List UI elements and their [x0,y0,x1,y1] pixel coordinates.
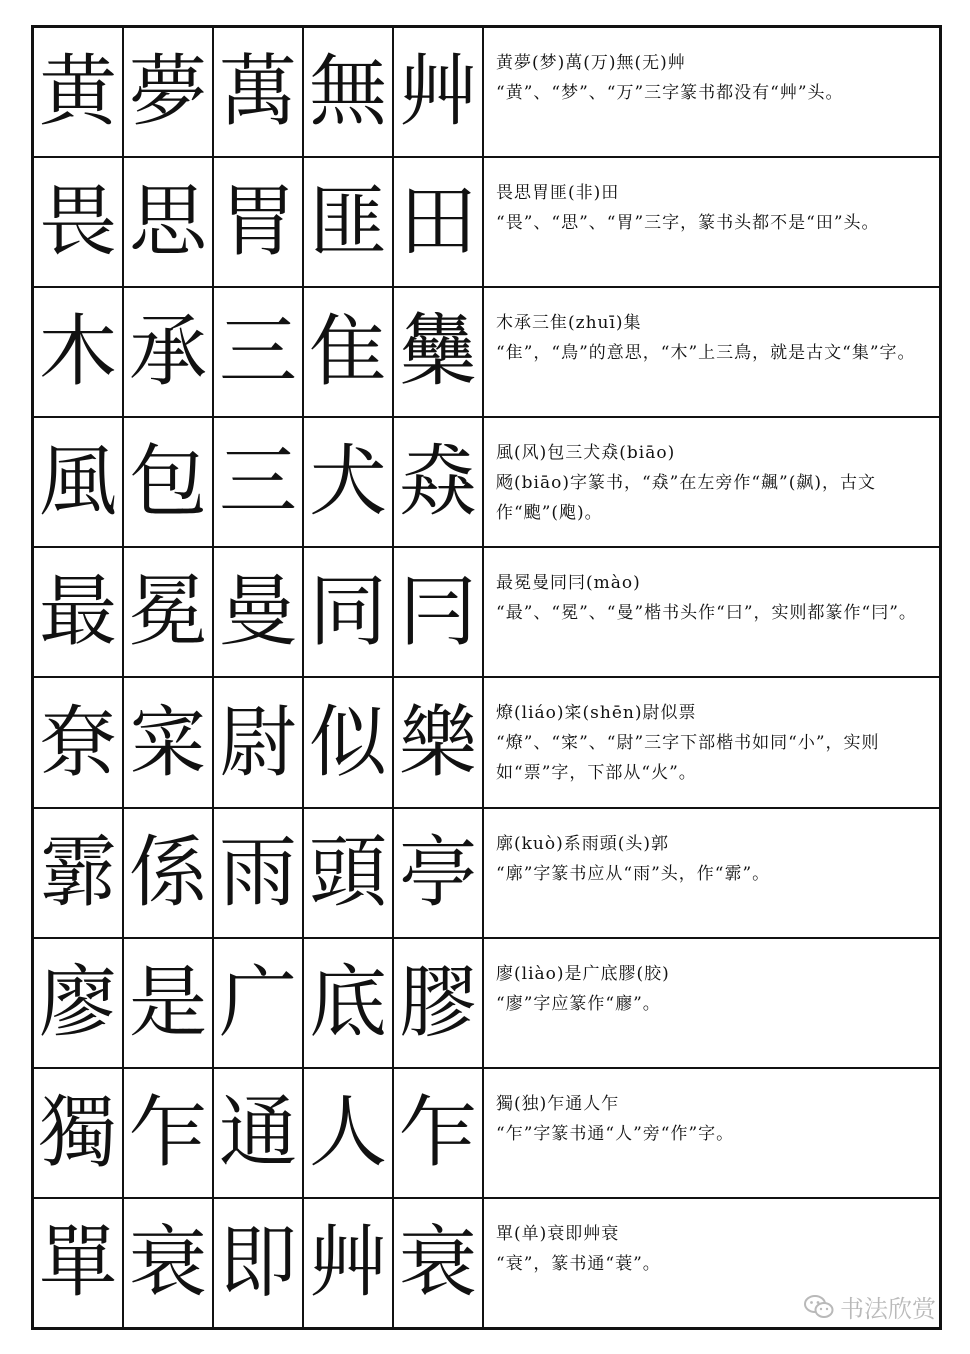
seal-glyph: 底 [304,939,394,1067]
seal-glyph: 田 [394,158,484,286]
seal-glyph: 似 [304,678,394,806]
seal-glyph: 三 [214,288,304,416]
seal-glyph: 即 [214,1199,304,1327]
seal-glyph: 冃 [394,548,484,676]
seal-script-table [31,25,942,1330]
seal-glyph: 犬 [304,418,394,546]
seal-glyph: 是 [124,939,214,1067]
seal-glyph: 最 [34,548,124,676]
row-title: 廓(kuò)系雨頭(头)郭 [496,833,670,854]
row-title: 木承三隹(zhuī)集 [496,313,642,334]
watermark [804,1289,936,1324]
seal-glyph: 同 [304,548,394,676]
table-row [34,288,939,418]
row-title: 廖(liào)是广底膠(胶) [496,963,670,984]
seal-glyph: 亭 [394,809,484,937]
seal-glyph: 衰 [394,1199,484,1327]
row-note [484,939,939,1067]
seal-glyph: 黄 [34,28,124,156]
row-note [484,28,939,156]
seal-glyph: 胃 [214,158,304,286]
seal-glyph: 曼 [214,548,304,676]
seal-glyph: 艸 [304,1199,394,1327]
table-row [34,678,939,808]
seal-glyph: 猋 [394,418,484,546]
seal-glyph: 冕 [124,548,214,676]
row-note [484,418,939,546]
seal-glyph: 畏 [34,158,124,286]
table-row [34,1069,939,1199]
seal-glyph: 係 [124,809,214,937]
seal-glyph: 木 [34,288,124,416]
row-title: 最冕曼同冃(mào) [496,573,641,594]
seal-glyph: 樂 [394,678,484,806]
row-explanation: “廓”字篆书应从“雨”头，作“霩”。 [496,863,771,884]
table-row [34,28,939,158]
row-explanation: “乍”字篆书通“人”旁“作”字。 [496,1123,735,1144]
row-note [484,158,939,286]
row-explanation: “最”、“冕”、“曼”楷书头作“曰”，实则都篆作“冃”。 [496,603,917,624]
row-note [484,809,939,937]
row-explanation: “燎”、“寀”、“尉”三字下部楷书如同“小”，实则如“票”字，下部从“火”。 [496,733,880,784]
seal-glyph: 隹 [304,288,394,416]
row-explanation: “隹”，“鳥”的意思，“木”上三鳥，就是古文“集”字。 [496,343,916,364]
row-title: 燎(liáo)寀(shēn)尉似票 [496,703,697,724]
seal-glyph: 雧 [394,288,484,416]
seal-glyph: 廖 [34,939,124,1067]
seal-glyph: 寀 [124,678,214,806]
table-row [34,939,939,1069]
seal-glyph: 三 [214,418,304,546]
seal-glyph: 夢 [124,28,214,156]
row-title: 單(单)衰即艸衰 [496,1223,620,1244]
row-explanation: “黄”、“梦”、“万”三字篆书都没有“艸”头。 [496,83,844,103]
table-row [34,418,939,548]
seal-glyph: 乍 [124,1069,214,1197]
row-explanation: 飏(biāo)字篆书，“猋”在左旁作“飆”(飙)，古文作“颮”(飑)。 [496,473,876,524]
seal-glyph: 無 [304,28,394,156]
seal-glyph: 萬 [214,28,304,156]
seal-glyph: 广 [214,939,304,1067]
row-title: 風(风)包三犬猋(biāo) [496,443,676,464]
seal-glyph: 風 [34,418,124,546]
table-row [34,548,939,678]
seal-glyph: 艸 [394,28,484,156]
row-note [484,548,939,676]
seal-glyph: 思 [124,158,214,286]
seal-glyph: 承 [124,288,214,416]
seal-glyph: 尞 [34,678,124,806]
row-explanation: “廖”字应篆作“廫”。 [496,993,661,1014]
row-note [484,288,939,416]
seal-glyph: 雨 [214,809,304,937]
seal-glyph: 單 [34,1199,124,1327]
seal-glyph: 通 [214,1069,304,1197]
row-note [484,678,939,806]
row-title: 獨(独)乍通人乍 [496,1093,620,1114]
watermark-text: 书法欣赏 [840,1295,936,1323]
seal-glyph: 人 [304,1069,394,1197]
row-explanation: “衰”，篆书通“蓑”。 [496,1253,661,1274]
row-title: 畏思胃匪(非)田 [496,183,620,204]
seal-glyph: 獨 [34,1069,124,1197]
seal-glyph: 衰 [124,1199,214,1327]
seal-glyph: 霩 [34,809,124,937]
seal-glyph: 匪 [304,158,394,286]
row-title: 黄夢(梦)萬(万)無(无)艸 [496,53,686,73]
seal-glyph: 包 [124,418,214,546]
seal-glyph: 膠 [394,939,484,1067]
row-explanation: “畏”、“思”、“胃”三字，篆书头都不是“田”头。 [496,213,880,234]
seal-glyph: 尉 [214,678,304,806]
row-note [484,1069,939,1197]
seal-glyph: 乍 [394,1069,484,1197]
seal-glyph: 頭 [304,809,394,937]
table-row [34,809,939,939]
table-row [34,158,939,288]
wechat-icon [804,1294,834,1320]
